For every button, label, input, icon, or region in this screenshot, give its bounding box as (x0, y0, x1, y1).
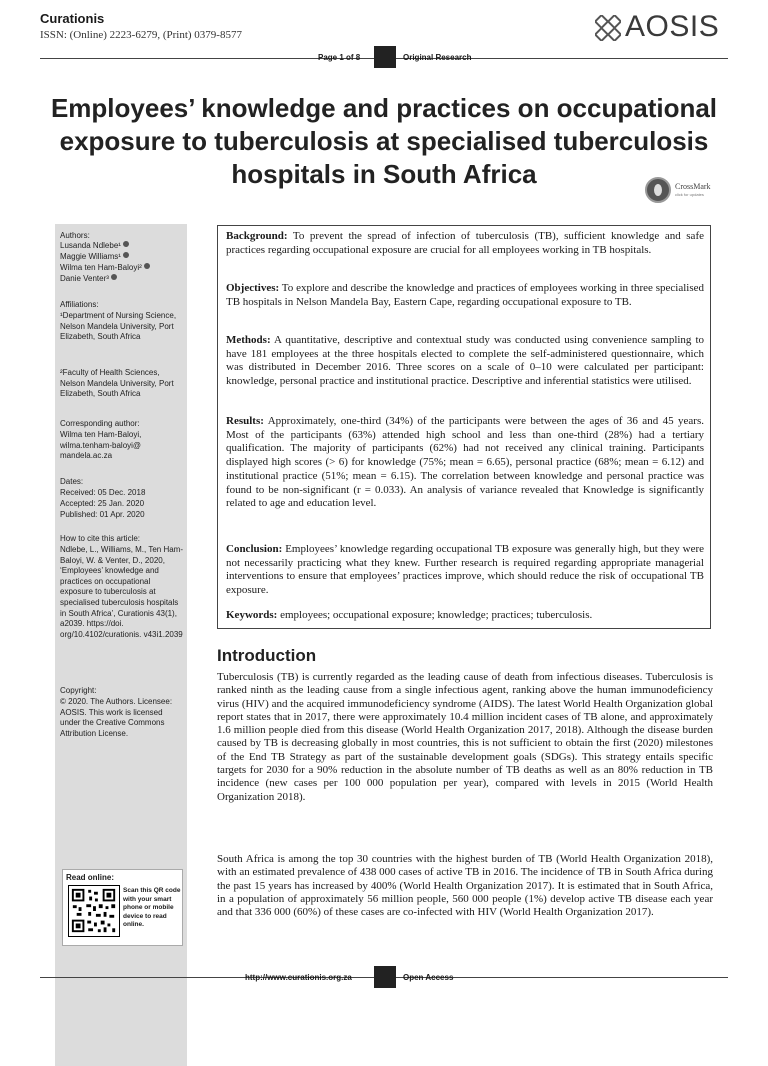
background-label: Background: (226, 230, 288, 242)
affiliation-2: ²Faculty of Health Sciences, Nelson Mandela University, Port Elizabeth, South Africa (60, 368, 174, 399)
date-published: Published: 01 Apr. 2020 (60, 510, 145, 519)
footer-block (374, 966, 396, 988)
orcid-icon[interactable] (111, 274, 117, 280)
orcid-icon[interactable] (123, 252, 129, 258)
footer-url-link[interactable]: http://www.curationis.org.za (245, 973, 352, 982)
introduction-paragraph-1: Tuberculosis (TB) is currently regarded as the leading cause of death from infectious diseases. Tuberculosis is ranked ninth as the leading cause from a single infectious agent, ranking above the human immunodeficiency virus (HIV) and the acquired immunodeficiency syndrome (AIDS). The latest World Health Organization global report states that in 2017, there were approximately 10.4 million incident cases of TB alone, and approximately 1.6 million people died from this disease (World Health Organization 2017, 2018). Although the disease burden caused by TB is decreasing globally in most countries, this is not sufficient to obtain the first (2020) milestones of the End TB Strategy as part of the sustainable development goals (SDGs). This strategy entails specific targets for 2030 for a 90% reduction in the absolute number of TB deaths as well as an 80% reduction in TB incidence (new cases per 100 000 population per year), compared with levels in 2015 (World Health Organization 2018). (217, 671, 713, 803)
cite-label: How to cite this article: (60, 534, 141, 543)
header-block (374, 46, 396, 68)
abstract-background (226, 230, 704, 257)
conclusion-label: Conclusion: (226, 543, 283, 555)
author-1-name: Lusanda Ndlebe¹ (60, 241, 121, 250)
author-4 (60, 274, 184, 285)
abstract-conclusion (226, 543, 704, 598)
methods-text: A quantitative, descriptive and contextual study was conducted using convenience sampling to have 181 employees at the three hospitals elected to complete the self-administered questionnaire, which was distributed in December 2016. Three scores on a scale of 0–10 were calculated per participant: knowledge, personal practice and institutional practice. Descriptive and inferential statistics were utilised. (226, 334, 704, 388)
dates-label: Dates: (60, 477, 84, 486)
author-2 (60, 252, 184, 263)
corresponding-author[interactable]: Wilma ten Ham-Baloyi, wilma.tenham-baloyi@ mandela.ac.za (60, 430, 142, 461)
abstract-box (217, 225, 711, 629)
copyright-text: © 2020. The Authors. Licensee: AOSIS. This work is licensed under the Creative Commons Attribution License. (60, 697, 173, 738)
read-online-box (62, 869, 183, 946)
citation: Ndlebe, L., Williams, M., Ten Ham-Baloyi, W. & Venter, D., 2020, ‘Employees’ knowledge and practices on occupational exposure to tuberculosis at specialised tuberculosis hospitals in South Africa’, Curationis 43(1), a2039. https://doi. org/10.4102/curationis. v43i1.2039 (60, 545, 183, 639)
date-received: Received: 05 Dec. 2018 (60, 488, 146, 497)
crossmark-icon (645, 177, 671, 203)
article-title: Employees’ knowledge and practices on occupational exposure to tuberculosis at specialised tuberculosis hospitals in South Africa (50, 93, 718, 189)
abstract-keywords (226, 609, 704, 623)
orcid-icon[interactable] (144, 263, 150, 269)
introduction-paragraph-2: South Africa is among the top 30 countries with the highest burden of TB (World Health Organization 2018), with an estimated prevalence of 438 000 cases of active TB in 2016. The incidence of TB in South Africa during the past 15 years has increased by 400% (World Health Organization 2017). It is estimated that in South Africa, in a population of approximately 56 million people, 560 000 people (1%) develop active TB disease each year and that 336 000 (60%) of these cases are co-infected with HIV (World Health Organization 2017). (217, 853, 713, 919)
crossmark-sub: click for updates (675, 192, 704, 197)
read-online-label: Read online: (66, 873, 115, 882)
journal-name: Curationis (40, 11, 105, 26)
author-3-name: Wilma ten Ham-Baloyi² (60, 263, 142, 272)
affiliations-label: Affiliations: (60, 300, 99, 309)
issn: ISSN: (Online) 2223-6279, (Print) 0379-8577 (40, 29, 242, 41)
corresponding-label: Corresponding author: (60, 419, 140, 428)
affiliation-1: ¹Department of Nursing Science, Nelson Mandela University, Port Elizabeth, South Africa (60, 311, 177, 342)
background-text: To prevent the spread of infection of tuberculosis (TB), sufficient knowledge and safe practices regarding occupational exposure are crucial for all employees working in TB hospitals. (226, 230, 704, 256)
date-accepted: Accepted: 25 Jan. 2020 (60, 499, 145, 508)
author-3 (60, 263, 184, 274)
conclusion-text: Employees’ knowledge regarding occupational TB exposure was generally high, but they were not necessarily practicing what they knew. Further research is required regarding appropriate managerial interventions to ensure that employees’ practices improve, which should reduce the risk of occupational TB exposure. (226, 543, 705, 597)
page-number: Page 1 of 8 (318, 53, 361, 62)
methods-label: Methods: (226, 334, 271, 346)
section-label: Original Research (403, 53, 472, 62)
results-text: Approximately, one-third (34%) of the participants were between the ages of 36 and 45 years. Most of the participants (63%) attended high school and less than one-third (28%) had a tertiary qualification. The majority of participants (62%) had not received any clinical training. Participants displayed high scores (> 6) for knowledge (75%; mean = 6.65), personal practice (68%; mean = 6.12) and institutional practice (51%; mean = 6.15). The correlation between knowledge and personal practice was found to be non-significant (r = 0.033). An analysis of variance revealed that Knowledge is significantly related to age and education level. (226, 415, 704, 510)
author-4-name: Danie Venter³ (60, 274, 109, 283)
qr-code-icon[interactable] (68, 885, 120, 937)
authors-label: Authors: (60, 231, 90, 240)
keywords-text: employees; occupational exposure; knowledge; practices; tuberculosis. (280, 609, 593, 621)
abstract-objectives (226, 282, 704, 309)
objectives-label: Objectives: (226, 282, 280, 294)
author-1 (60, 241, 184, 252)
aosis-logo-icon (595, 15, 621, 41)
introduction-heading: Introduction (217, 646, 317, 665)
results-label: Results: (226, 415, 264, 427)
publisher-logo-text: AOSIS (625, 10, 720, 43)
orcid-icon[interactable] (123, 241, 129, 247)
author-2-name: Maggie Williams¹ (60, 252, 121, 261)
footer-open-access: Open Access (403, 973, 454, 982)
abstract-results (226, 415, 704, 511)
keywords-label: Keywords: (226, 609, 278, 621)
objectives-text: To explore and describe the knowledge and practices of employees working in three specialised TB hospitals in Nelson Mandela Bay, Eastern Cape, regarding occupational exposure to TB. (226, 282, 704, 308)
copyright-label: Copyright: (60, 686, 97, 695)
crossmark-label: CrossMark (675, 182, 711, 191)
abstract-methods (226, 334, 704, 389)
read-online-text: Scan this QR code with your smart phone or mobile device to read online. (123, 887, 181, 928)
